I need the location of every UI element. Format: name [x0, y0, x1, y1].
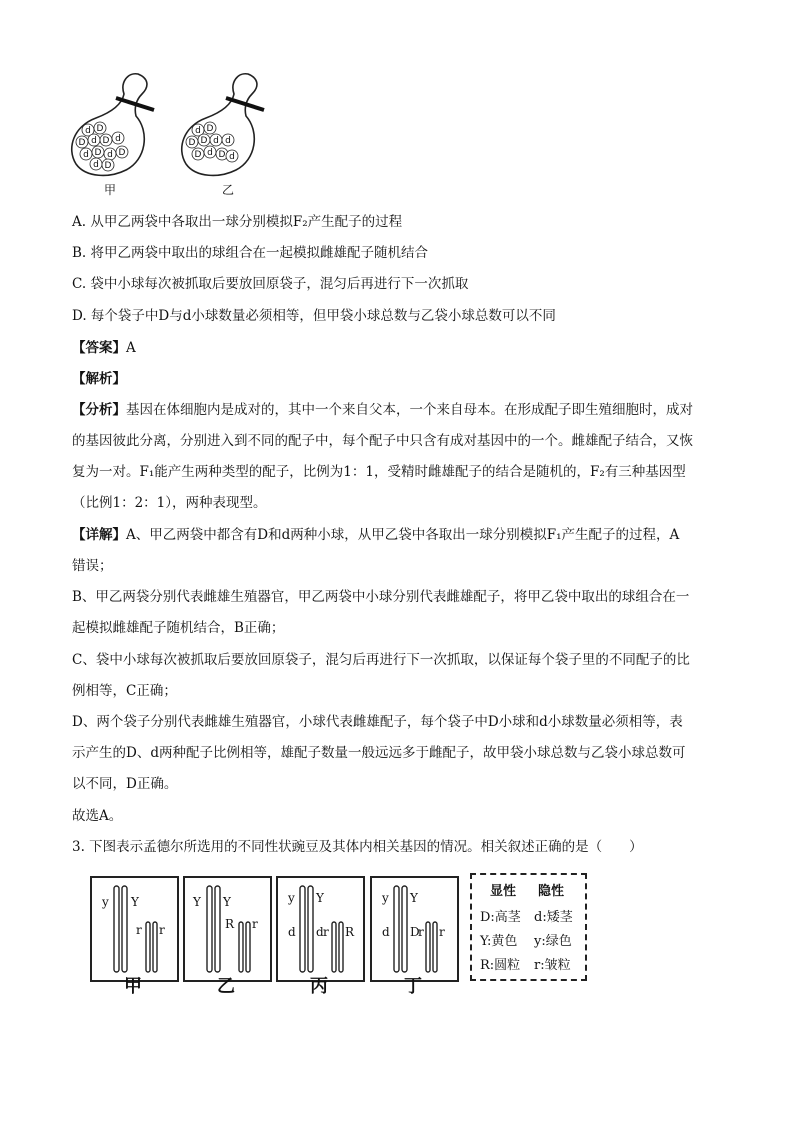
- detail-line-a2: 错误；: [72, 558, 113, 574]
- legend-recessive-header: 隐性: [538, 884, 565, 899]
- bag-yi-label: 乙: [222, 183, 235, 197]
- detail-line-d3: 以不同，D正确。: [72, 776, 178, 792]
- gene-yi-0: Y: [193, 895, 201, 909]
- svg-text:d: d: [213, 136, 219, 146]
- svg-text:D: D: [200, 136, 208, 146]
- gene-ding-5: r: [439, 925, 445, 939]
- svg-text:D: D: [78, 138, 86, 148]
- svg-text:d: d: [91, 136, 97, 146]
- panel-ding: [370, 876, 459, 982]
- svg-text:D: D: [194, 150, 202, 160]
- gene-bing-5: R: [345, 925, 355, 939]
- analysis-text-1: 基因在体细胞内是成对的，其中一个来自父本，一个来自母本。在形成配子即生殖细胞时，成对: [126, 402, 693, 418]
- svg-text:D: D: [94, 148, 102, 158]
- gene-bing-0: y: [288, 891, 295, 905]
- svg-text:d: d: [207, 148, 213, 158]
- panel-label-yi: 乙: [217, 976, 235, 997]
- detail-line-d2: 示产生的D、d两种配子比例相等，雄配子数量一般远远多于雌配子，故甲袋小球总数与乙袋小球总数可: [72, 745, 686, 761]
- bag-jia-drawing: [66, 68, 166, 183]
- svg-text:D: D: [102, 136, 110, 146]
- gene-ding-4: r: [418, 925, 424, 939]
- panel-jia: [90, 876, 179, 982]
- svg-text:d: d: [195, 126, 201, 136]
- analysis-line-1: [72, 400, 693, 420]
- gene-bing-3: d: [316, 925, 324, 939]
- panel-yi: [183, 876, 272, 982]
- legend-rec-1: y:绿色: [534, 934, 572, 949]
- detail-line-c1: C、袋中小球每次被抓取后要放回原袋子，混匀后再进行下一次抓取，以保证每个袋子里的不同配子的比: [72, 652, 690, 668]
- legend-dom-2: R:圆粒: [480, 958, 521, 973]
- svg-text:d: d: [225, 136, 231, 146]
- svg-text:d: d: [85, 126, 91, 136]
- svg-text:D: D: [188, 138, 196, 148]
- gene-yi-3: r: [252, 917, 258, 931]
- answer-line: [72, 338, 136, 358]
- bag-jia-label: 甲: [104, 183, 117, 197]
- answer-value: A: [126, 340, 136, 356]
- panel-bing: [276, 876, 365, 982]
- gene-ding-1: Y: [410, 891, 418, 905]
- panel-label-jia: 甲: [124, 976, 142, 997]
- detail-line-b2: 起模拟雌雄配子随机结合，B正确；: [72, 620, 285, 636]
- bag-yi-drawing: [176, 68, 276, 183]
- legend-dom-1: Y:黄色: [480, 934, 518, 949]
- gene-ding-3: D: [410, 925, 420, 939]
- legend-dom-0: D:高茎: [480, 910, 521, 925]
- svg-text:d: d: [229, 152, 235, 162]
- svg-text:D: D: [104, 161, 112, 171]
- analysis-line-2: 的基因彼此分离，分别进入到不同的配子中，每个配子中只含有成对基因中的一个。雌雄配子结合，又恢: [72, 433, 693, 449]
- svg-text:d: d: [115, 134, 121, 144]
- gene-jia-1: Y: [131, 895, 139, 909]
- gene-legend: [470, 873, 587, 981]
- analysis-line-3: 复为一对。F₁能产生两种类型的配子，比例为1：1，受精时雌雄配子的结合是随机的，F₂有三种基因型: [72, 464, 686, 480]
- detail-label: 【详解】: [72, 527, 126, 543]
- gene-bing-4: r: [323, 925, 329, 939]
- panel-label-bing: 丙: [310, 976, 328, 997]
- svg-text:D: D: [118, 148, 126, 158]
- gene-bing-2: d: [288, 925, 296, 939]
- option-c: C. 袋中小球每次被抓取后要放回原袋子，混匀后再进行下一次抓取: [72, 276, 469, 292]
- detail-text-a1: A、甲乙两袋中都含有D和d两种小球，从甲乙袋中各取出一球分别模拟F₁产生配子的过程，A: [126, 527, 680, 543]
- legend-rec-0: d:矮茎: [534, 910, 573, 925]
- analysis-label: 【分析】: [72, 402, 126, 418]
- legend-rec-2: r:皱粒: [534, 958, 571, 973]
- detail-line-d1: D、两个袋子分别代表雌雄生殖器官，小球代表雌雄配子，每个袋子中D小球和d小球数量必须相等，表: [72, 714, 683, 730]
- svg-text:d: d: [83, 150, 89, 160]
- svg-text:d: d: [107, 150, 113, 160]
- analysis-line-4: （比例1：2：1），两种表现型。: [72, 495, 267, 511]
- legend-dominant-header: 显性: [490, 884, 517, 899]
- option-a: A. 从甲乙两袋中各取出一球分别模拟F₂产生配子的过程: [72, 214, 403, 230]
- svg-text:d: d: [93, 160, 99, 170]
- gene-ding-2: d: [382, 925, 390, 939]
- detail-line-a1: [72, 525, 679, 545]
- svg-text:D: D: [96, 124, 104, 134]
- gene-bing-1: Y: [316, 891, 324, 905]
- question-3: 3. 下图表示孟德尔所选用的不同性状豌豆及其体内相关基因的情况。相关叙述正确的是（ ）: [72, 839, 643, 855]
- svg-text:D: D: [218, 150, 226, 160]
- gene-jia-3: r: [159, 923, 165, 937]
- detail-line-c2: 例相等，C正确；: [72, 683, 177, 699]
- svg-text:D: D: [206, 124, 214, 134]
- gene-jia-0: y: [102, 895, 109, 909]
- option-b: B. 将甲乙两袋中取出的球组合在一起模拟雌雄配子随机结合: [72, 245, 429, 261]
- panel-label-ding: 丁: [404, 976, 422, 997]
- conclusion: 故选A。: [72, 808, 123, 824]
- gene-yi-1: Y: [223, 895, 231, 909]
- gene-yi-2: R: [225, 917, 235, 931]
- option-d: D. 每个袋子中D与d小球数量必须相等，但甲袋小球总数与乙袋小球总数可以不同: [72, 308, 556, 324]
- gene-jia-2: r: [136, 923, 142, 937]
- gene-ding-0: y: [382, 891, 389, 905]
- detail-line-b1: B、甲乙两袋分别代表雌雄生殖器官，甲乙两袋中小球分别代表雌雄配子，将甲乙袋中取出的球组合在一: [72, 589, 690, 605]
- answer-label: 【答案】: [72, 340, 126, 356]
- explain-label: 【解析】: [72, 371, 126, 387]
